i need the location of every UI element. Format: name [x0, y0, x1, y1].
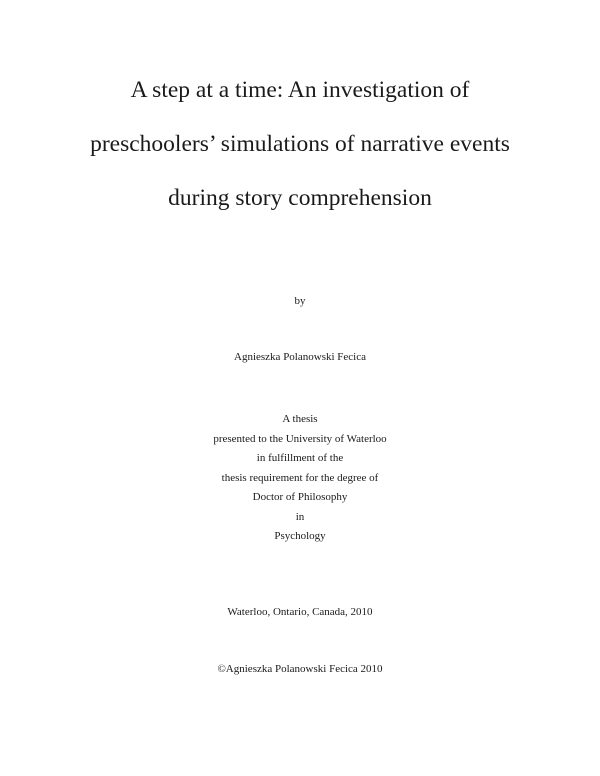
by-label: by — [294, 295, 306, 307]
copyright-notice: ©Agnieszka Polanowski Fecica 2010 — [217, 663, 383, 675]
thesis-line: in — [295, 510, 305, 523]
title-line-3: during story comprehension — [168, 185, 432, 211]
title-line-2: preschoolers’ simulations of narrative events — [90, 131, 510, 157]
author-name: Agnieszka Polanowski Fecica — [234, 351, 366, 363]
degree-name: Doctor of Philosophy — [252, 491, 348, 503]
place-and-year: Waterloo, Ontario, Canada, 2010 — [227, 606, 373, 618]
thesis-line: thesis requirement for the degree of — [221, 471, 379, 484]
title-line-1: A step at a time: An investigation of — [130, 77, 470, 103]
thesis-line: presented to the University of Waterloo — [213, 432, 387, 445]
thesis-statement — [0, 410, 600, 547]
field-name: Psychology — [274, 530, 326, 542]
thesis-line: A thesis — [282, 413, 318, 425]
thesis-line: in fulfillment of the — [256, 452, 344, 464]
